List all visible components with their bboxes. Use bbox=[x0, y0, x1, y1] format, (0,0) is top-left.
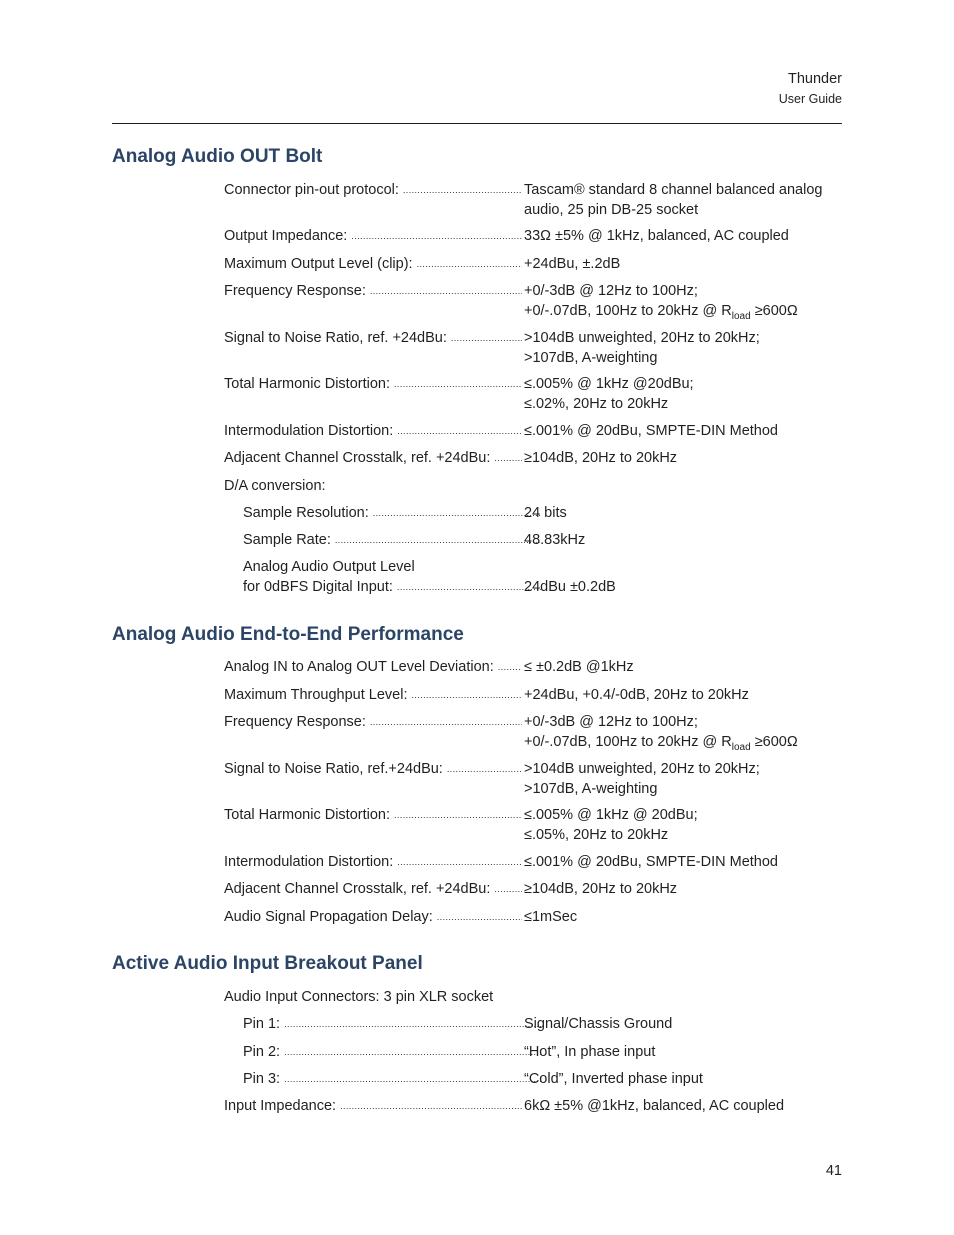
spec-value: +0/-3dB @ 12Hz to 100Hz; bbox=[524, 283, 698, 299]
spec-value: >104dB unweighted, 20Hz to 20kHz; bbox=[524, 761, 760, 777]
spec-value: >107dB, A-weighting bbox=[524, 780, 658, 797]
spec-value: +24dBu, +0.4/-0dB, 20Hz to 20kHz bbox=[524, 687, 749, 703]
spec-label: Sample Rate: bbox=[243, 532, 331, 548]
spec-label: Adjacent Channel Crosstalk, ref. +24dBu: bbox=[224, 450, 491, 466]
spec-label: Connector pin-out protocol: bbox=[224, 182, 399, 198]
spec-value: ≤.001% @ 20dBu, SMPTE-DIN Method bbox=[524, 423, 778, 439]
page-number: 41 bbox=[825, 1163, 842, 1179]
spec-value: “Hot”, In phase input bbox=[524, 1044, 656, 1060]
spec-value: 48.83kHz bbox=[524, 532, 586, 548]
spec-label: Output Impedance: bbox=[224, 228, 348, 244]
spec-value: ≤.001% @ 20dBu, SMPTE-DIN Method bbox=[524, 854, 778, 870]
running-header-title: Thunder bbox=[787, 71, 842, 87]
section-heading-analog-out: Analog Audio OUT Bolt bbox=[112, 146, 323, 167]
subscript: load bbox=[731, 741, 751, 753]
spec-value: >107dB, A-weighting bbox=[524, 349, 658, 366]
spec-value: Tascam® standard 8 channel balanced analog bbox=[524, 182, 823, 198]
spec-label: for 0dBFS Digital Input: bbox=[243, 579, 393, 595]
section-heading-end-to-end: Analog Audio End-to-End Performance bbox=[112, 624, 464, 645]
spec-value: ≤.005% @ 1kHz @ 20dBu; bbox=[524, 807, 698, 823]
spec-label: Frequency Response: bbox=[224, 283, 366, 299]
spec-value: ≥600Ω bbox=[750, 733, 798, 750]
spec-value: Signal/Chassis Ground bbox=[524, 1016, 673, 1032]
section-heading-breakout-panel: Active Audio Input Breakout Panel bbox=[112, 953, 423, 974]
da-conversion-label: D/A conversion: bbox=[224, 478, 326, 494]
spec-label: Signal to Noise Ratio, ref. +24dBu: bbox=[224, 330, 447, 346]
spec-value: +0/-.07dB, 100Hz to 20kHz @ R bbox=[524, 733, 732, 750]
spec-value: ≥600Ω bbox=[750, 302, 798, 319]
spec-label: Intermodulation Distortion: bbox=[224, 423, 394, 439]
spec-label: Adjacent Channel Crosstalk, ref. +24dBu: bbox=[224, 881, 491, 897]
spec-value: 24dBu ±0.2dB bbox=[524, 579, 616, 595]
spec-label: Analog IN to Analog OUT Level Deviation: bbox=[224, 659, 494, 675]
spec-value: “Cold”, Inverted phase input bbox=[524, 1071, 703, 1087]
header-rule bbox=[112, 123, 842, 124]
spec-value: 24 bits bbox=[524, 505, 567, 521]
spec-label: Audio Signal Propagation Delay: bbox=[224, 909, 433, 925]
spec-label: Total Harmonic Distortion: bbox=[224, 376, 390, 392]
connectors-label: Audio Input Connectors: 3 pin XLR socket bbox=[224, 989, 494, 1005]
spec-label: Input Impedance: bbox=[224, 1098, 337, 1114]
spec-label: Pin 2: bbox=[243, 1044, 281, 1060]
spec-label: Total Harmonic Distortion: bbox=[224, 807, 390, 823]
spec-label: Sample Resolution: bbox=[243, 505, 369, 521]
spec-value: +24dBu, ±.2dB bbox=[524, 256, 621, 272]
spec-value: ≤ ±0.2dB @1kHz bbox=[524, 659, 634, 675]
spec-value: audio, 25 pin DB-25 socket bbox=[524, 201, 699, 218]
spec-label: Signal to Noise Ratio, ref.+24dBu: bbox=[224, 761, 443, 777]
spec-value: ≥104dB, 20Hz to 20kHz bbox=[524, 450, 678, 466]
spec-value: ≥104dB, 20Hz to 20kHz bbox=[524, 881, 678, 897]
spec-value: ≤.05%, 20Hz to 20kHz bbox=[524, 826, 669, 843]
spec-value: ≤.005% @ 1kHz @20dBu; bbox=[524, 376, 694, 392]
spec-label: Pin 3: bbox=[243, 1071, 281, 1087]
spec-value: ≤1mSec bbox=[524, 909, 578, 925]
spec-label: Maximum Output Level (clip): bbox=[224, 256, 413, 272]
spec-value: 33Ω ±5% @ 1kHz, balanced, AC coupled bbox=[524, 228, 789, 244]
subscript: load bbox=[731, 310, 751, 322]
spec-value: +0/-3dB @ 12Hz to 100Hz; bbox=[524, 714, 698, 730]
spec-label: Frequency Response: bbox=[224, 714, 366, 730]
spec-value: 6kΩ ±5% @1kHz, balanced, AC coupled bbox=[524, 1098, 785, 1114]
spec-label: Intermodulation Distortion: bbox=[224, 854, 394, 870]
output-level-label-line1: Analog Audio Output Level bbox=[243, 559, 415, 575]
running-header-subtitle: User Guide bbox=[778, 92, 842, 106]
spec-value: >104dB unweighted, 20Hz to 20kHz; bbox=[524, 330, 760, 346]
spec-value: ≤.02%, 20Hz to 20kHz bbox=[524, 395, 669, 412]
spec-label: Maximum Throughput Level: bbox=[224, 687, 408, 703]
spec-value: +0/-.07dB, 100Hz to 20kHz @ R bbox=[524, 302, 732, 319]
spec-label: Pin 1: bbox=[243, 1016, 281, 1032]
